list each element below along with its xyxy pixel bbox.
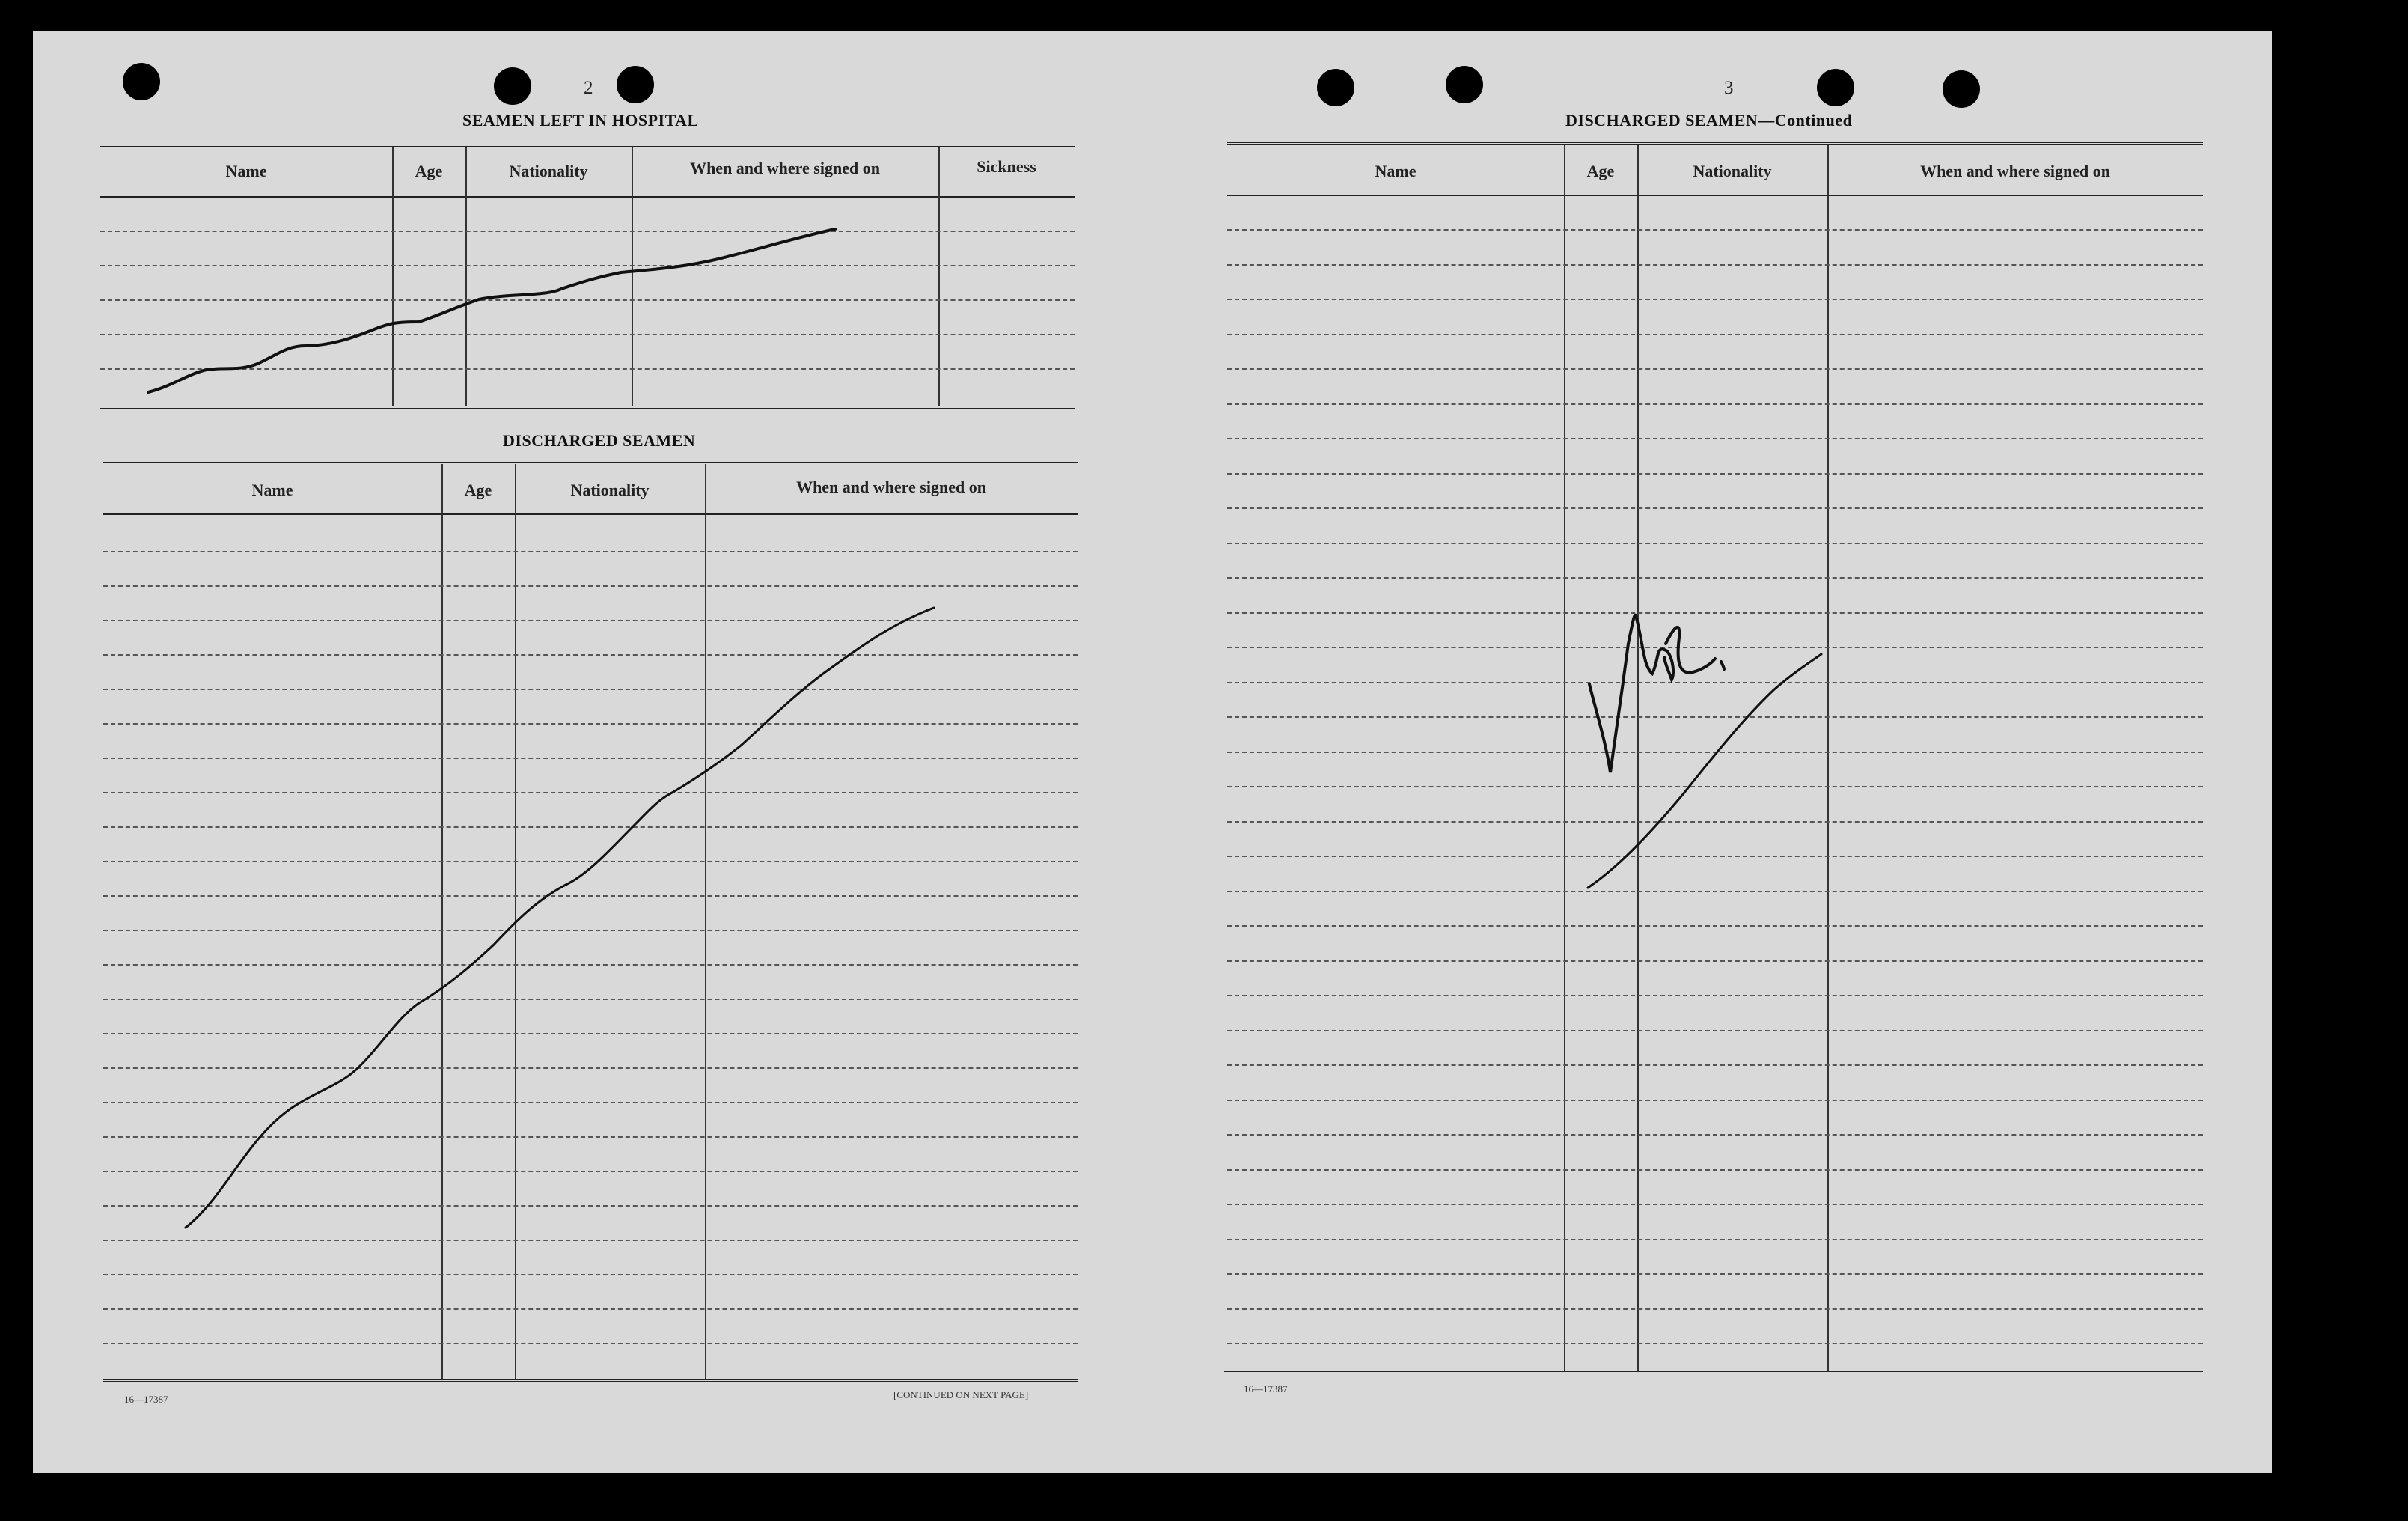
continued-note: [CONTINUED ON NEXT PAGE] xyxy=(893,1389,1029,1400)
right-form-number: 16—17387 xyxy=(1244,1383,1288,1394)
right-title-suffix: —Continued xyxy=(1758,111,1853,129)
hospital-header-sickness: Sickness xyxy=(977,157,1036,176)
hospital-header-nationality: Nationality xyxy=(509,162,588,180)
discharged-header-name: Name xyxy=(251,481,293,499)
discharged-header-signed-on: When and where signed on xyxy=(796,478,986,496)
hospital-header-age: Age xyxy=(415,162,443,180)
discharged-cancel-stroke xyxy=(186,608,934,1228)
discharged-section-title: DISCHARGED SEAMEN xyxy=(503,431,696,450)
right-title-main: DISCHARGED SEAMEN xyxy=(1565,111,1758,129)
right-page-number: 3 xyxy=(1724,78,1734,98)
hospital-cancel-stroke xyxy=(148,229,835,392)
left-form-number: 16—17387 xyxy=(124,1394,168,1405)
right-header-signed-on: When and where signed on xyxy=(1920,162,2110,180)
hospital-section-title: SEAMEN LEFT IN HOSPITAL xyxy=(462,111,699,129)
discharged-header-age: Age xyxy=(464,481,492,499)
right-header-nationality: Nationality xyxy=(1693,162,1772,180)
right-header-name: Name xyxy=(1375,162,1417,180)
left-page-number: 2 xyxy=(584,78,593,98)
discharged-header-nationality: Nationality xyxy=(570,481,650,499)
hospital-header-signed-on: When and where signed on xyxy=(690,159,880,177)
hospital-header-name: Name xyxy=(225,162,267,180)
nil-annotation xyxy=(1589,615,1724,772)
right-header-age: Age xyxy=(1586,162,1615,180)
